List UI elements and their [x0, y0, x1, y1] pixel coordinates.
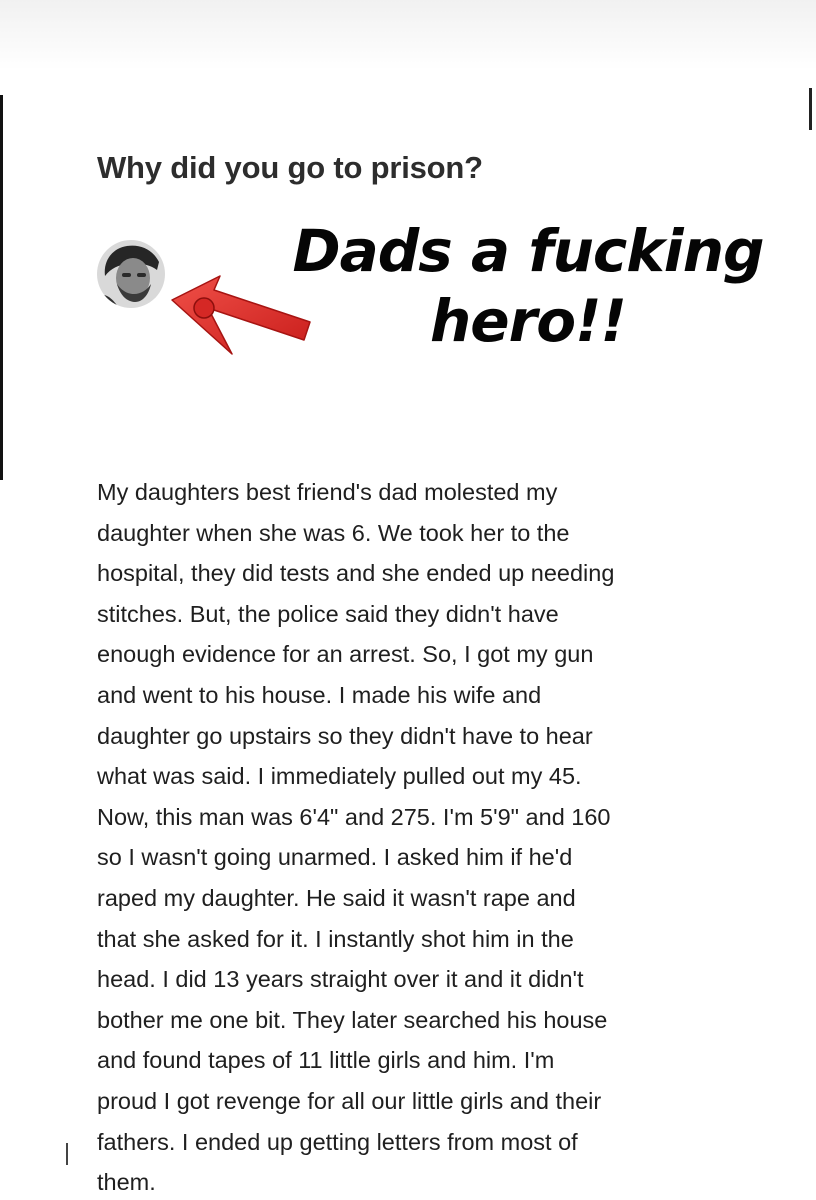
answer-line: stitches. But, the police said they didn't have	[97, 600, 559, 627]
answer-line: what was said. I immediately pulled out my 45.	[97, 763, 582, 790]
answer-line: head. I did 13 years straight over it and it didn't	[97, 966, 584, 993]
right-edge-mark	[809, 88, 812, 130]
answer-body	[97, 472, 747, 1200]
answer-line: enough evidence for an arrest. So, I got my gun	[97, 641, 594, 668]
answer-line: fathers. I ended up getting letters from most of	[97, 1128, 578, 1155]
answer-line: hospital, they did tests and she ended up needing	[97, 560, 615, 587]
top-shadow	[0, 0, 816, 70]
answer-line: Now, this man was 6'4" and 275. I'm 5'9" and 160	[97, 803, 611, 830]
bottom-edge-mark	[66, 1143, 68, 1165]
question-title[interactable]: Why did you go to prison?	[97, 150, 483, 185]
answer-line: bother me one bit. They later searched his house	[97, 1006, 608, 1033]
overlay-caption-line: hero!!	[430, 287, 626, 355]
author-avatar[interactable]	[97, 240, 165, 308]
left-edge-border	[0, 95, 3, 480]
answer-line: raped my daughter. He said it wasn't rape and	[97, 884, 576, 911]
answer-line: so I wasn't going unarmed. I asked him if he'd	[97, 844, 573, 871]
answer-line: that she asked for it. I instantly shot him in the	[97, 925, 574, 952]
answer-line: daughter go upstairs so they didn't have to hear	[97, 722, 593, 749]
answer-line: them.	[97, 1169, 156, 1196]
answer-line: proud I got revenge for all our little girls and their	[97, 1087, 602, 1114]
overlay-caption	[248, 216, 808, 356]
answer-line: and found tapes of 11 little girls and him. I'm	[97, 1047, 555, 1074]
avatar-photo-icon	[97, 240, 165, 308]
overlay-caption-line: Dads a fucking	[292, 217, 764, 285]
answer-line: and went to his house. I made his wife and	[97, 681, 542, 708]
answer-line: My daughters best friend's dad molested my	[97, 479, 558, 505]
answer-line: daughter when she was 6. We took her to the	[97, 519, 570, 546]
